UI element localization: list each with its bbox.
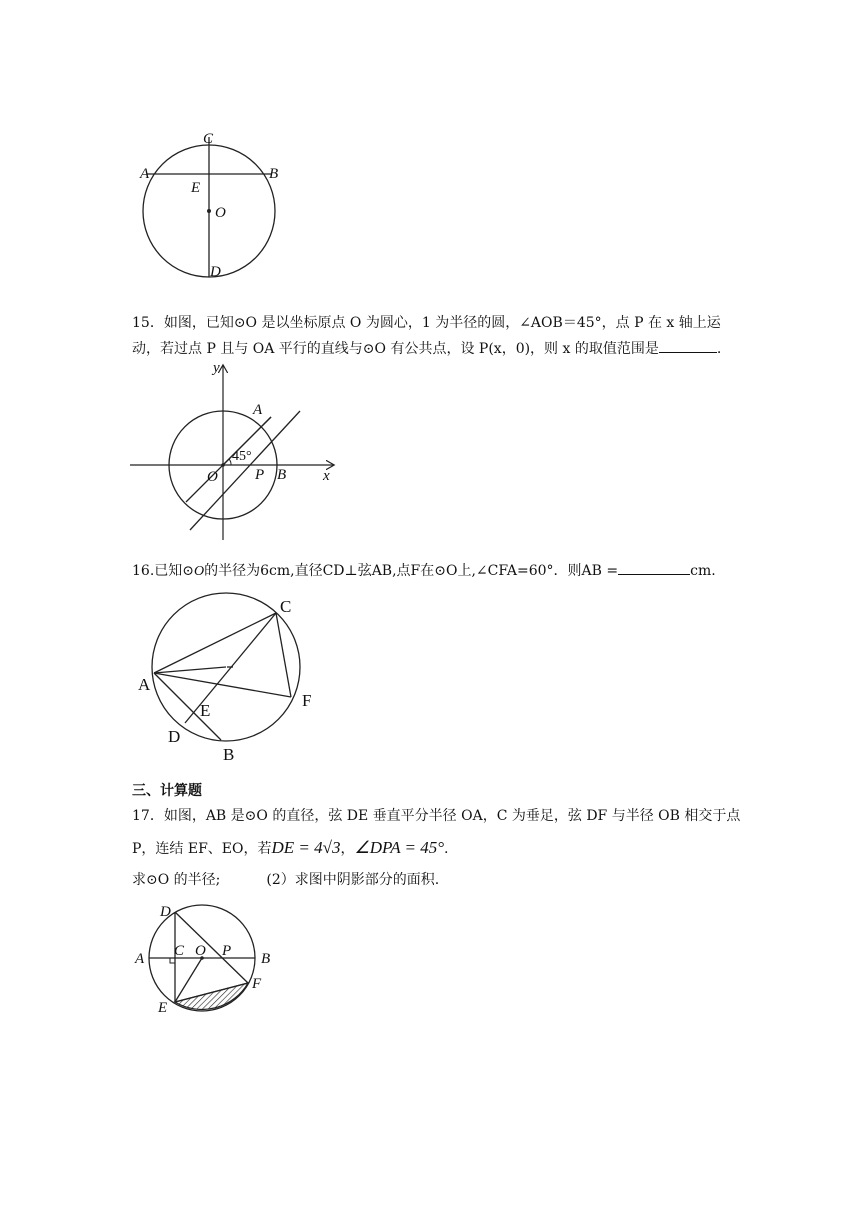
- q16-o-italic: O: [194, 564, 205, 579]
- figure-circle-chord: [130, 125, 300, 285]
- label-d: D: [168, 727, 181, 746]
- shaded-region: [175, 983, 248, 1009]
- q17-sep: ，: [340, 841, 355, 857]
- q17-line3: [132, 870, 439, 890]
- label-e: E: [200, 701, 211, 720]
- label-p: P: [255, 467, 265, 483]
- label-c: C: [174, 943, 185, 959]
- label-c: C: [203, 131, 214, 147]
- label-p: P: [222, 943, 232, 959]
- diameter-cd: [185, 613, 276, 723]
- label-f: F: [302, 691, 312, 710]
- chord-df: [175, 912, 248, 983]
- center-dot: [207, 209, 211, 213]
- label-e: E: [158, 1000, 168, 1016]
- label-y: y: [213, 360, 220, 376]
- q17-angle-formula: ∠DPA = 45°: [354, 838, 445, 857]
- label-b: B: [277, 467, 287, 483]
- label-a: A: [135, 951, 145, 967]
- line-cf: [276, 613, 291, 697]
- label-angle: 45°: [232, 449, 252, 464]
- q15-answer-blank: [659, 338, 717, 353]
- q15-line2-end: .: [716, 341, 722, 357]
- q17-line2-prefix: P，连结 EF、EO，若: [132, 841, 272, 857]
- angle-arc: [229, 459, 231, 465]
- label-b: B: [261, 951, 271, 967]
- figure-circle-shaded: [130, 900, 290, 1025]
- q17-line2-end: .: [444, 841, 449, 857]
- label-o: O: [195, 943, 206, 959]
- figure-circle-cd-ab: [130, 590, 330, 765]
- label-e: E: [191, 180, 201, 196]
- q17-de-formula: DE = 4√3: [271, 838, 341, 857]
- label-d: D: [160, 904, 171, 920]
- origin-dot: [221, 463, 225, 467]
- label-d: D: [210, 264, 221, 280]
- label-a: A: [253, 402, 263, 418]
- q16-prefix: 16.已知⊙: [132, 563, 194, 579]
- q17-line2: [132, 838, 449, 859]
- line-ac: [154, 613, 276, 673]
- figure-coordinate-circle: [125, 358, 345, 543]
- label-o: O: [215, 205, 226, 221]
- q17-line1: 17．如图，AB 是⊙O 的直径，弦 DE 垂直平分半径 OA，C 为垂足，弦 DF 与半径 OB 相交于点: [132, 808, 741, 824]
- label-b: B: [223, 745, 235, 764]
- section-title: 三、计算题: [132, 783, 202, 799]
- label-x: x: [323, 468, 330, 484]
- label-o: O: [207, 469, 218, 485]
- q16-line: [132, 560, 716, 582]
- q15-line2: [132, 338, 721, 359]
- label-f: F: [252, 976, 262, 992]
- label-c: C: [280, 597, 292, 616]
- q16-unit: cm.: [690, 563, 716, 579]
- q16-rest: 的半径为6cm,直径CD⊥弦AB,点F在⊙O上,∠CFA=60°．则AB =: [204, 563, 619, 579]
- q15-line2-text: 动，若过点 P 且与 OA 平行的直线与⊙O 有公共点，设 P(x，0)，则 x 的取值范围是: [132, 341, 659, 357]
- q17-part1: 求⊙O 的半径;: [132, 872, 221, 888]
- label-a: A: [138, 675, 151, 694]
- q17-part2: (2）求图中阴影部分的面积.: [266, 872, 440, 888]
- q16-answer-blank: [618, 560, 690, 575]
- q15-line1: 15．如图，已知⊙O 是以坐标原点 O 为圆心，1 为半径的圆，∠AOB＝45°，点 P 在 x 轴上运: [132, 315, 721, 331]
- label-a: A: [140, 166, 150, 182]
- label-b: B: [269, 166, 279, 182]
